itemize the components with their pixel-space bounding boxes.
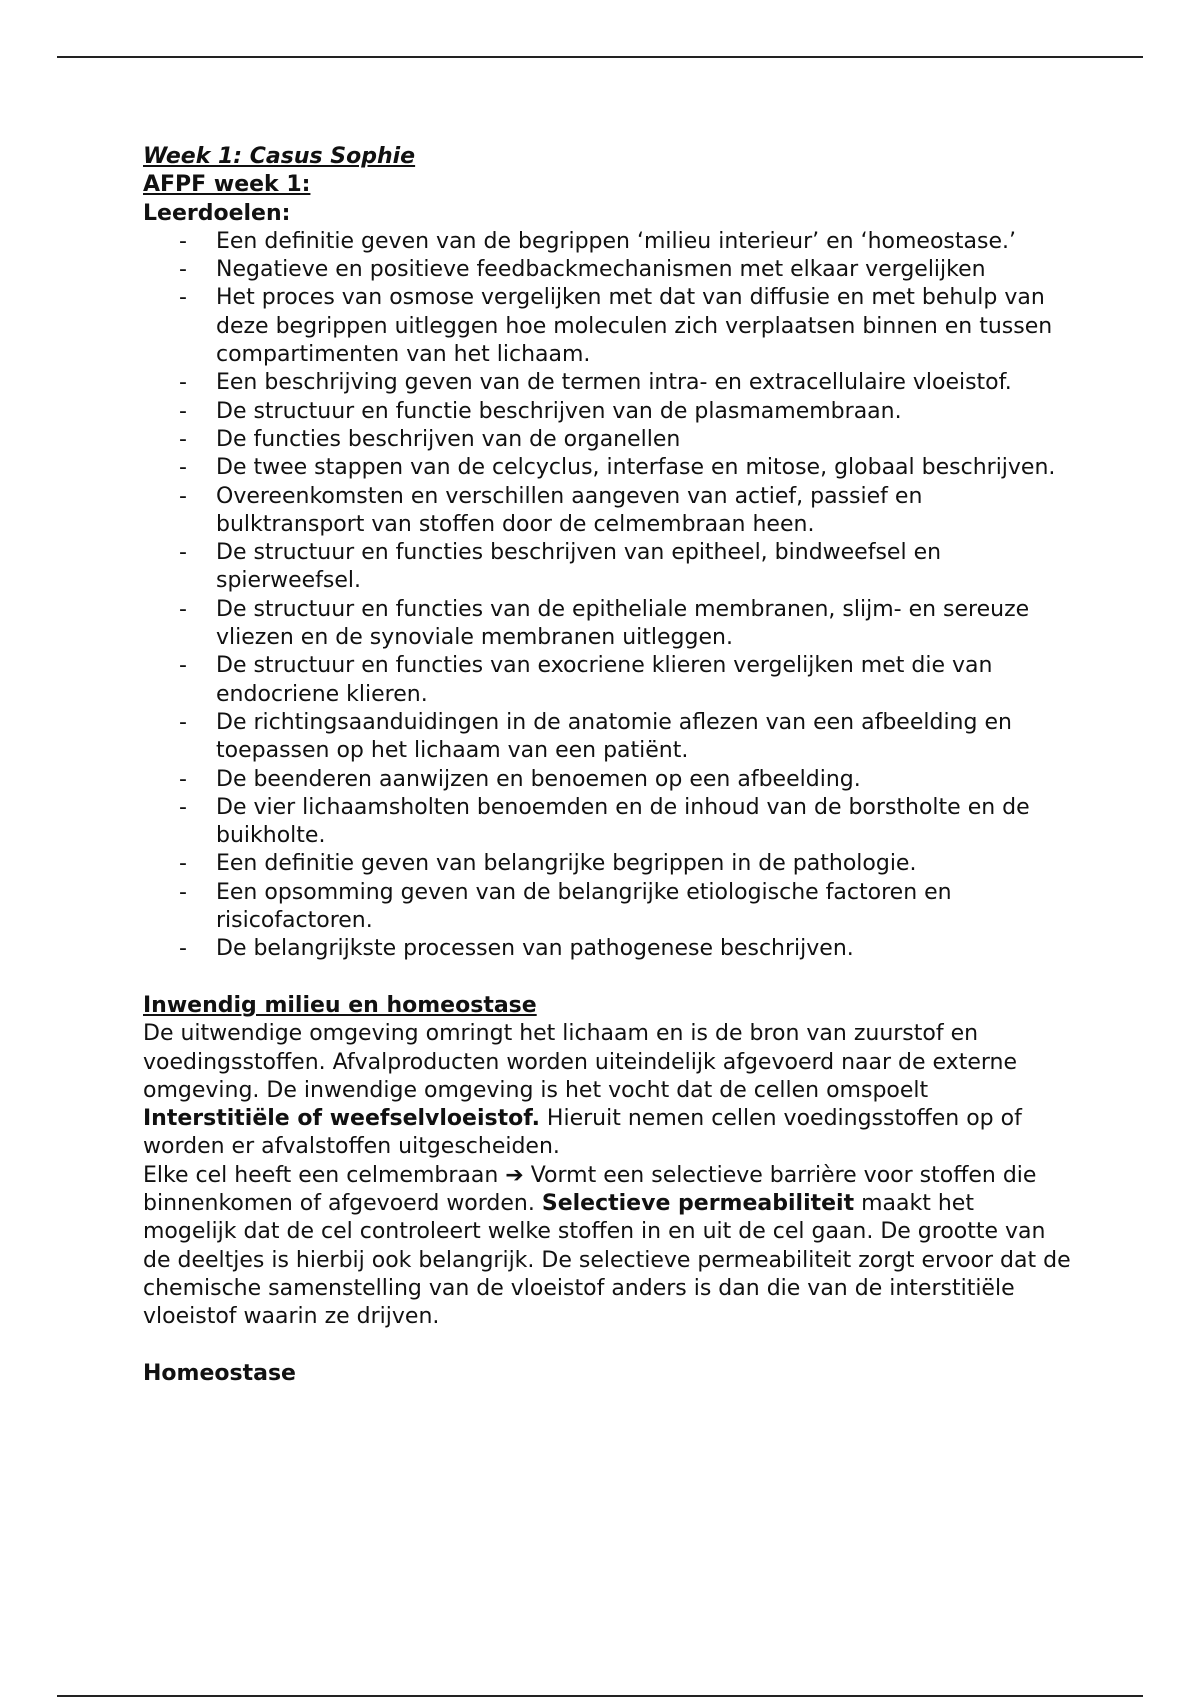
list-item-text: Een beschrijving geven van de termen intra- en extracellulaire vloeistof. xyxy=(216,370,1012,396)
list-item-text: Overeenkomsten en verschillen aangeven van actief, passief en bulktransport van stoffen door de celmembraan heen. xyxy=(216,483,923,537)
learning-goals-list xyxy=(143,228,1073,964)
paragraph-celmembraan xyxy=(143,1162,1073,1332)
bullet-dash: - xyxy=(179,398,187,424)
paragraph-inwendige-omgeving xyxy=(143,1020,1073,1161)
bullet-dash: - xyxy=(179,709,187,735)
goals-label: Leerdoelen: xyxy=(143,200,291,226)
document-body xyxy=(143,143,1073,1388)
section-heading-homeostase: Homeostase xyxy=(143,1360,296,1386)
list-item-text: De structuur en functies van exocriene klieren vergelijken met die van endocriene klieren. xyxy=(216,653,993,707)
list-item-text: De vier lichaamsholten benoemden en de inhoud van de borstholte en de buikholte. xyxy=(216,794,1030,849)
list-item-text: De functies beschrijven van de organellen xyxy=(216,426,681,452)
list-item-text: Een definitie geven van belangrijke begrippen in de pathologie. xyxy=(216,851,917,877)
list-item xyxy=(143,652,1073,709)
paragraph-text: De uitwendige omgeving omringt het lichaam en is de bron van zuurstof en voedingsstoffen. Afvalproducten worden uiteindelijk afgevoerd naar de externe omgeving. De inwendige omgeving is het vocht dat de cellen omspoelt xyxy=(143,1021,1017,1103)
bullet-dash: - xyxy=(179,879,187,905)
list-item-text: De belangrijkste processen van pathogenese beschrijven. xyxy=(216,936,854,962)
list-item xyxy=(143,426,1073,454)
list-item xyxy=(143,794,1073,851)
list-item xyxy=(143,284,1073,369)
list-item-text: Een definitie geven van de begrippen ‘milieu interieur’ en ‘homeostase.’ xyxy=(216,228,1016,254)
list-item xyxy=(143,709,1073,766)
bullet-dash: - xyxy=(179,766,187,792)
bullet-dash: - xyxy=(179,851,187,877)
paragraph-text: maakt het mogelijk dat de cel controleert welke stoffen in en uit de cel gaan. De grootte van de deeltjes is hierbij ook belangrijk. De selectieve permeabiliteit zorgt ervoor dat de chemische samenstelling van de vloeistof anders is dan die van de interstitiële vloeistof waarin ze drijven. xyxy=(143,1190,1071,1330)
list-item-text: De structuur en functie beschrijven van de plasmamembraan. xyxy=(216,398,902,424)
list-item xyxy=(143,256,1073,284)
list-item xyxy=(143,766,1073,794)
arrow-right-icon: ➔ xyxy=(505,1162,524,1188)
bullet-dash: - xyxy=(179,370,187,396)
bullet-dash: - xyxy=(179,794,187,820)
list-item-text: De richtingsaanduidingen in de anatomie aflezen van een afbeelding en toepassen op het lichaam van een patiënt. xyxy=(216,709,1012,764)
bullet-dash: - xyxy=(179,596,187,622)
list-item xyxy=(143,369,1073,397)
list-item-text: De beenderen aanwijzen en benoemen op een afbeelding. xyxy=(216,766,861,792)
list-item xyxy=(143,539,1073,596)
list-item xyxy=(143,228,1073,256)
paragraph-text: Hieruit nemen cellen voedingsstoffen op of worden er afvalstoffen uitgescheiden. xyxy=(143,1106,1022,1160)
bullet-dash: - xyxy=(179,653,187,679)
bold-term: Interstitiële of weefselvloeistof. xyxy=(143,1106,540,1132)
document-subtitle: AFPF week 1: xyxy=(143,172,311,198)
list-item-text: De structuur en functies van de epitheliale membranen, slijm- en sereuze vliezen en de synoviale membranen uitleggen. xyxy=(216,596,1030,651)
bullet-dash: - xyxy=(179,285,187,311)
list-item xyxy=(143,850,1073,878)
bullet-dash: - xyxy=(179,228,187,254)
bullet-dash: - xyxy=(179,257,187,283)
section-spacer xyxy=(143,1331,1073,1359)
list-item xyxy=(143,935,1073,963)
bullet-dash: - xyxy=(179,426,187,452)
list-item xyxy=(143,398,1073,426)
bullet-dash: - xyxy=(179,936,187,962)
paragraph-text: Elke cel heeft een celmembraan xyxy=(143,1162,506,1188)
list-item-text: Negatieve en positieve feedbackmechanismen met elkaar vergelijken xyxy=(216,257,986,283)
document-title: Week 1: Casus Sophie xyxy=(143,144,416,169)
list-item xyxy=(143,454,1073,482)
paragraph-text: Vormt een selectieve barrière voor stoffen die binnenkomen of afgevoerd worden. xyxy=(143,1162,1037,1216)
footer-rule xyxy=(57,1695,1143,1697)
bullet-dash: - xyxy=(179,483,187,509)
list-item-text: De structuur en functies beschrijven van epitheel, bindweefsel en spierweefsel. xyxy=(216,540,942,594)
section-heading-inwendig-milieu: Inwendig milieu en homeostase xyxy=(143,992,537,1018)
list-item xyxy=(143,879,1073,936)
list-item xyxy=(143,483,1073,540)
bullet-dash: - xyxy=(179,540,187,566)
list-item-text: Een opsomming geven van de belangrijke etiologische factoren en risicofactoren. xyxy=(216,879,952,934)
list-item xyxy=(143,596,1073,653)
header-rule xyxy=(57,56,1143,58)
list-item-text: De twee stappen van de celcyclus, interfase en mitose, globaal beschrijven. xyxy=(216,455,1056,481)
bold-term: Selectieve permeabiliteit xyxy=(541,1190,855,1216)
list-item-text: Het proces van osmose vergelijken met dat van diffusie en met behulp van deze begrippen uitleggen hoe moleculen zich verplaatsen binnen en tussen compartimenten van het lichaam. xyxy=(216,285,1053,368)
bullet-dash: - xyxy=(179,455,187,481)
section-spacer xyxy=(143,964,1073,992)
